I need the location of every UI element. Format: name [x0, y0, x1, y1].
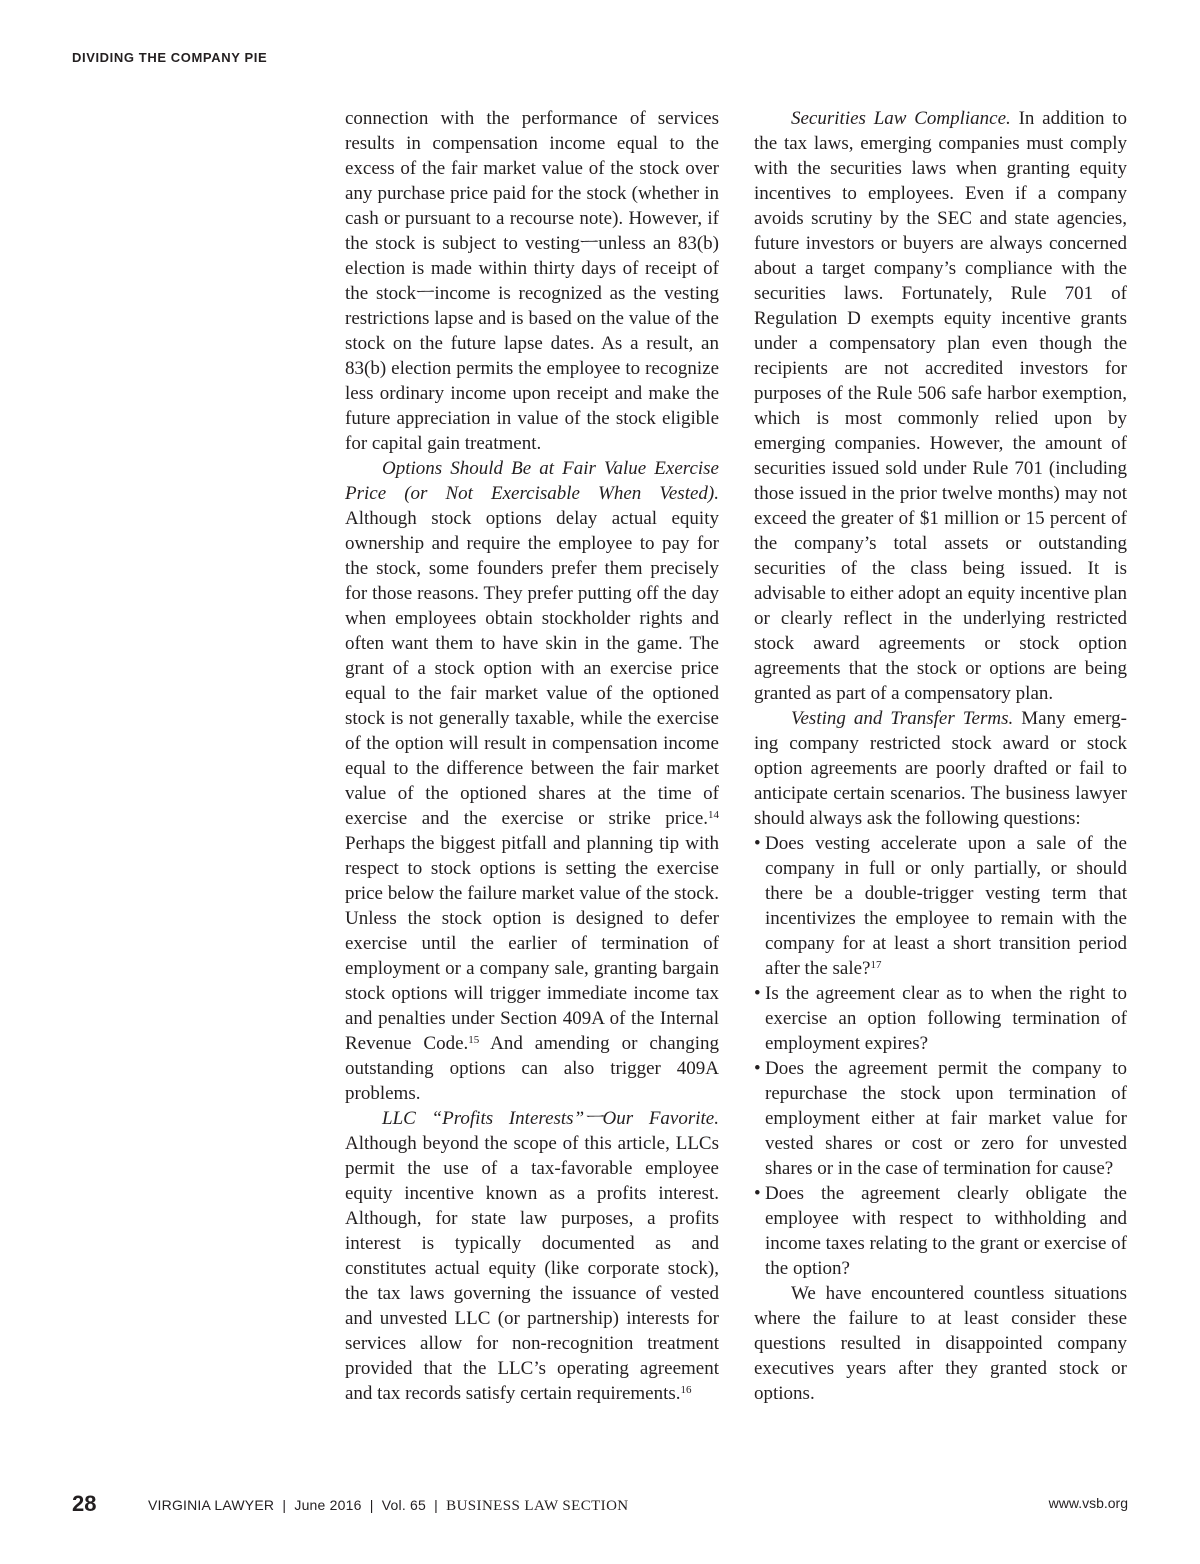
- paragraph-text: And amending or changing outstanding options can also trigger 409A problems.: [345, 1033, 719, 1104]
- paragraph-83b-election: connection with the performance of services results in compensation income equal to the excess of the fair market value of the stock over any purchase price paid for the stock (whether in cash or pursuant to a recourse note). However, if the stock is subject to vestingㅡunless an 83(b) election is made within thirty days of receipt of the stockㅡincome is recognized as the vesting restrictions lapse and is based on the value of the stock on the future lapse dates. As a result, an 83(b) election permits the employee to recognize less ordinary income upon receipt and make the future appreciation in value of the stock eligible for capital gain treatment.: [345, 108, 719, 454]
- footnote-ref-16: 16: [680, 1384, 692, 1396]
- subheading-securities-law: Securities Law Compliance.: [791, 108, 1011, 129]
- footnote-ref-15: 15: [468, 1034, 480, 1046]
- paragraph-vesting-terms: [754, 706, 1127, 831]
- section-name: BUSINESS LAW SECTION: [446, 1498, 629, 1514]
- list-item-text: Is the agreement clear as to when the right to exercise an option following termination of employment expires?: [765, 983, 1127, 1054]
- subheading-llc-profits-interests: LLC “Profits Interests”ㅡOur Favorite.: [382, 1108, 719, 1129]
- list-item: [754, 1181, 1127, 1281]
- running-head: DIVIDING THE COMPANY PIE: [72, 50, 268, 65]
- paragraph-conclusion: We have encountered countless situations where the failure to at least consider these questions resulted in disappointed company executives years after they granted stock or options.: [754, 1283, 1127, 1404]
- right-column: [754, 106, 1127, 1406]
- paragraph-llc-profits-interests: [345, 1106, 719, 1406]
- website-link[interactable]: www.vsb.org: [1048, 1495, 1128, 1511]
- footnote-ref-17: 17: [870, 959, 882, 971]
- paragraph-text: Many emerging company restricted stock award or stock option agreements are poorly drafted or fail to anticipate certain scenarios. The business lawyer should always ask the following questions:: [754, 708, 1127, 829]
- list-item: [754, 1056, 1127, 1181]
- paragraph-text: Although beyond the scope of this article, LLCs permit the use of a tax-favorable employee equity incentive known as a profits interest. Although, for state law purposes, a profits interest is typically documented as and constitutes actual equity (like corporate stock), the tax laws governing the issuance of vested and unvested LLC (or partnership) interests for services allow for non-recognition treatment provided that the LLC’s operating agreement and tax records satisfy certain requirements.: [345, 1133, 719, 1404]
- list-item-text: Does the agreement permit the company to repurchase the stock upon termination of employment either at fair market value for vested shares or cost or zero for unvested shares or in the case of termination for cause?: [765, 1058, 1127, 1179]
- publication-info: [148, 1497, 629, 1515]
- paragraph-text: Although stock options delay actual equity ownership and require the employee to pay for the stock, some founders prefer them precisely for those reasons. They prefer putting off the day when employees obtain stockholder rights and often want them to have skin in the game. The grant of a stock option with an exercise price equal to the fair market value of the optioned stock is not generally taxable, while the exercise of the option will result in compensation income equal to the difference between the fair market value of the optioned shares at the time of exercise and the exercise or strike price.: [345, 508, 719, 829]
- list-item-text: Does the agreement clearly obligate the employee with respect to withholding and income taxes relating to the grant or exercise of the option?: [765, 1183, 1127, 1279]
- publication-name: VIRGINIA LAWYER | June 2016 | Vol. 65 |: [148, 1497, 447, 1513]
- question-list: [754, 831, 1127, 1281]
- paragraph-securities-law: [754, 106, 1127, 706]
- list-item: [754, 831, 1127, 981]
- list-item-text: Does vesting accelerate upon a sale of the company in full or only partially, or should there be a double-trigger vesting term that incentivizes the employee to remain with the company for at least a short transition period after the sale?: [765, 833, 1127, 979]
- paragraph-stock-options: [345, 456, 719, 1106]
- page-number: 28: [72, 1491, 97, 1516]
- left-column: [345, 106, 719, 1406]
- subheading-vesting-transfer: Vesting and Transfer Terms.: [791, 708, 1014, 729]
- page-footer: [72, 1491, 1128, 1517]
- paragraph-text: Perhaps the biggest pitfall and planning tip with respect to stock options is setting the exercise price below the failure market value of the stock. Unless the stock option is designed to defer exercise until the earlier of termination of employment or a company sale, granting bargain stock options will trigger immediate income tax and penalties under Section 409A of the Internal Revenue Code.: [345, 833, 719, 1054]
- list-item: [754, 981, 1127, 1056]
- footnote-ref-14: 14: [708, 809, 719, 821]
- paragraph-text: In addition to the tax laws, emerging companies must comply with the securities laws when granting equity incentives to employees. Even if a company avoids scrutiny by the SEC and state agencies, future investors or buyers are always concerned about a target company’s compliance with the securities laws. Fortunately, Rule 701 of Regulation D exempts equity incentive grants under a compensatory plan even though the recipients are not accredited investors for purposes of the Rule 506 safe harbor exemption, which is most commonly relied upon by emerging companies. However, the amount of securities issued sold under Rule 701 (including those issued in the prior twelve months) may not exceed the greater of $1 million or 15 percent of the company’s total assets or outstanding securities of the class being issued. It is advisable to either adopt an equity incentive plan or clearly reflect in the underlying restricted stock award agreements or stock option agreements that the stock or options are being granted as part of a compensatory plan.: [754, 108, 1128, 704]
- subheading-options-fair-value: Options Should Be at Fair Value Exercise Price (or Not Exercisable When Vested).: [345, 458, 719, 504]
